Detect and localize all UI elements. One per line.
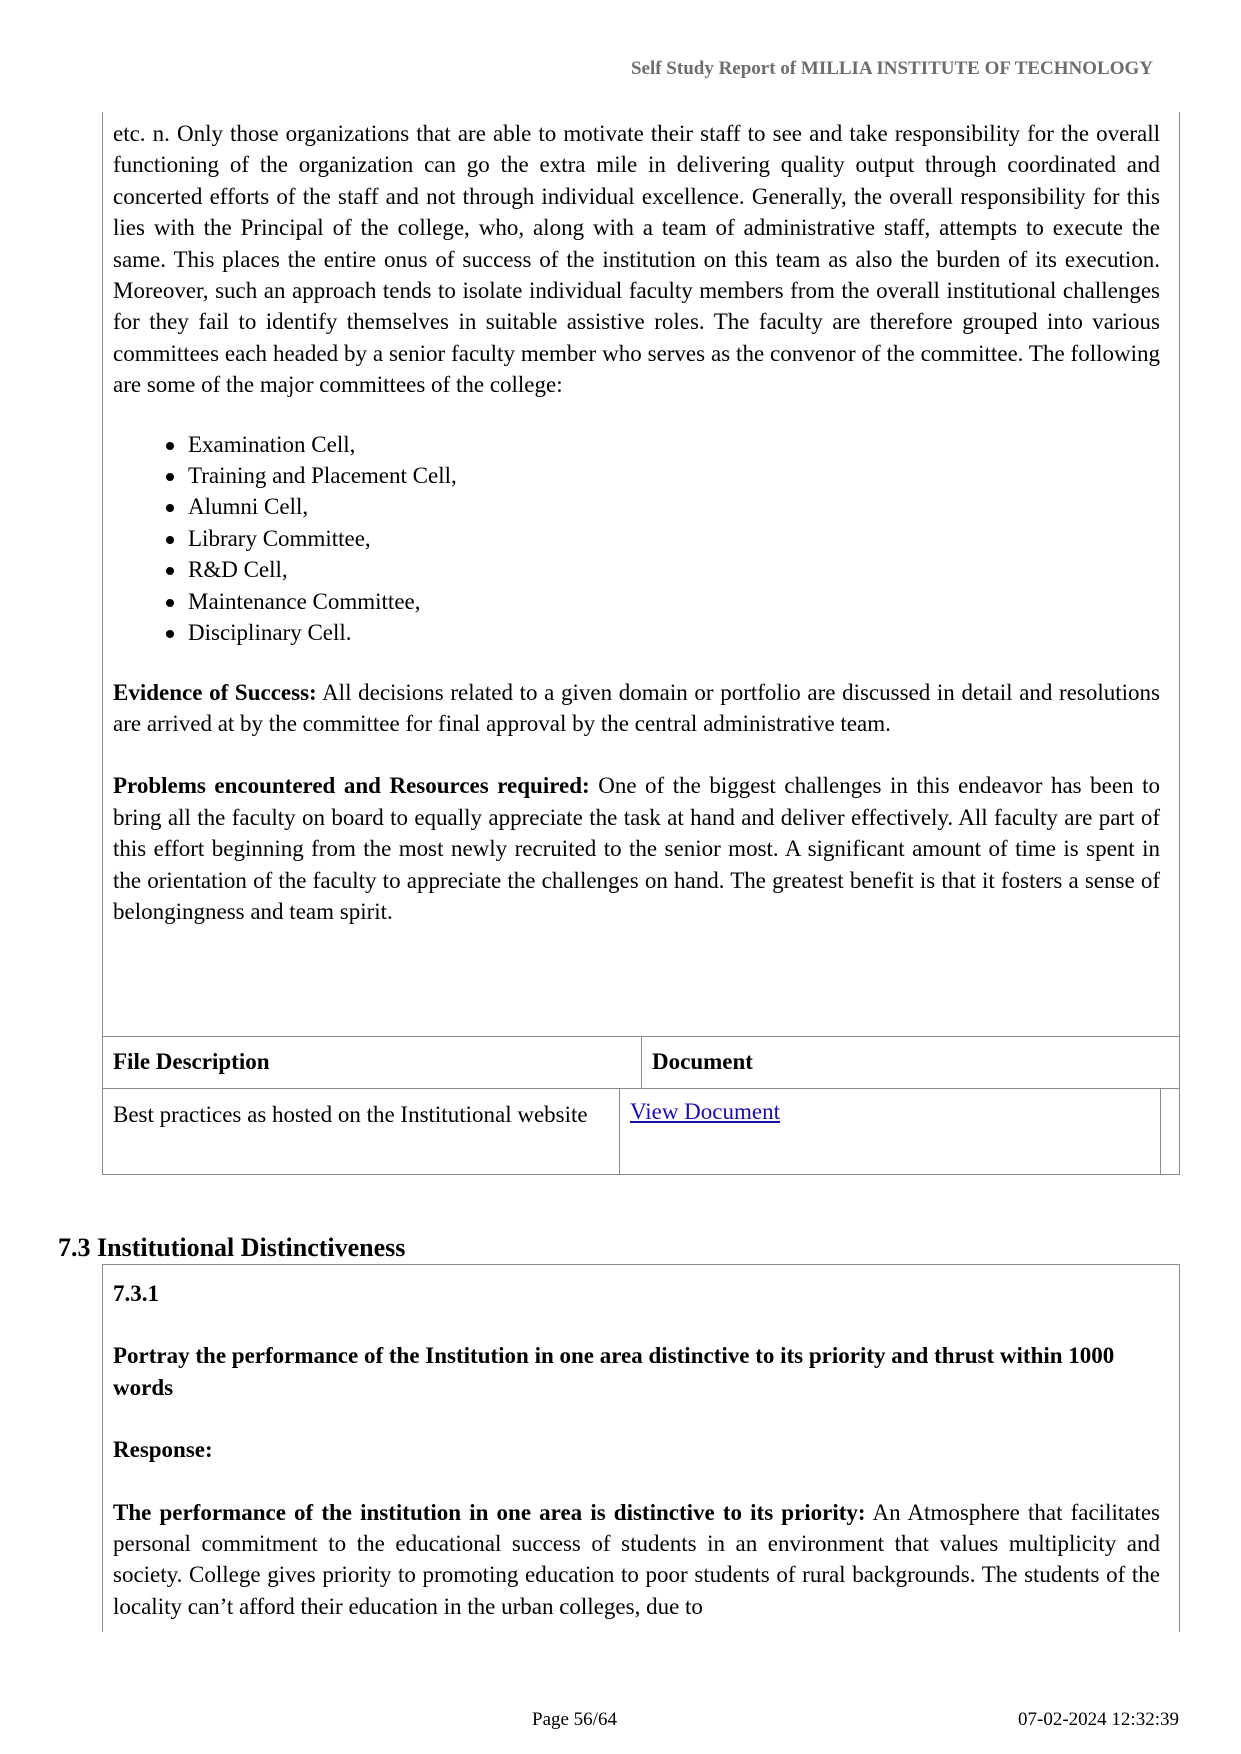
footer-timestamp: 07-02-2024 12:32:39 [1018, 1709, 1179, 1730]
view-document-link[interactable]: View Document [630, 1099, 780, 1124]
problems-paragraph [113, 770, 1160, 927]
evidence-text: All decisions related to a given domain or portfolio are discussed in detail and resolutions are arrived at by the committee for final approval by the central administrative team. [113, 679, 1160, 736]
performance-label: The performance of the institution in one area is distinctive to its priority: [113, 1499, 866, 1525]
problems-text: One of the biggest challenges in this endeavor has been to bring all the faculty on board to equally appreciate the task at hand and deliver effectively. All faculty are part of this effort beginning from the most newly recruited to the senior most. A significant amount of time is spent in the orientation of the faculty to appreciate the challenges on hand. The greatest benefit is that it fosters a sense of belongingness and team spirit. [113, 773, 1161, 924]
metric-number: 7.3.1 [113, 1281, 159, 1306]
list-item: Training and Placement Cell, [163, 460, 1160, 491]
response-label: Response: [113, 1437, 213, 1463]
page-number: Page 56/64 [532, 1709, 617, 1730]
performance-text: An Atmosphere that facilitates personal commitment to the educational success of students in an environment that values multiplicity and society. College gives priority to promoting education to poor students of rural backgrounds. The students of the locality can’t afford their education in the urban colleges, due to [113, 1499, 1160, 1619]
best-practice-box [102, 112, 1180, 1175]
list-item: Maintenance Committee, [163, 586, 1160, 617]
best-practice-content [113, 118, 1160, 927]
committee-list [163, 429, 1160, 649]
file-description-header: File Description [113, 1049, 270, 1074]
file-description-table [103, 1036, 1180, 1175]
list-item: Examination Cell, [163, 429, 1160, 460]
evidence-label: Evidence of Success: [113, 679, 317, 705]
distinctiveness-box [102, 1264, 1180, 1632]
list-item: R&D Cell, [163, 554, 1160, 585]
list-item: Alumni Cell, [163, 491, 1160, 522]
distinctiveness-content [113, 1278, 1160, 1622]
performance-paragraph [113, 1497, 1160, 1623]
document-header: Document [641, 1037, 1180, 1089]
section-title: 7.3 Institutional Distinctiveness [58, 1233, 406, 1262]
report-header: Self Study Report of MILLIA INSTITUTE OF TECHNOLOGY [630, 58, 1153, 79]
list-item: Disciplinary Cell. [163, 617, 1160, 648]
metric-question: Portray the performance of the Institution in one area distinctive to its priority and thrust within 1000 words [113, 1343, 1115, 1400]
document-cell [619, 1089, 1161, 1175]
evidence-paragraph [113, 677, 1160, 740]
problems-label: Problems encountered and Resources required: [113, 773, 590, 799]
intro-paragraph: etc. n. Only those organizations that are able to motivate their staff to see and take responsibility for the overall functioning of the organization can go the extra mile in delivering quality output through coordinated and concerted efforts of the staff and not through individual excellence. Generally, the overall responsibility for this lies with the Principal of the college, who, along with a team of administrative staff, attempts to execute the same. This places the entire onus of success of the institution on this team as also the burden of its execution. Moreover, such an approach tends to isolate individual faculty members from the overall institutional challenges for they fail to identify themselves in suitable assistive roles. The faculty are therefore grouped into various committees each headed by a senior faculty member who serves as the convenor of the committee. The following are some of the major committees of the college: [113, 121, 1160, 398]
file-description-cell: Best practices as hosted on the Institutional website [113, 1102, 588, 1127]
list-item: Library Committee, [163, 523, 1160, 554]
